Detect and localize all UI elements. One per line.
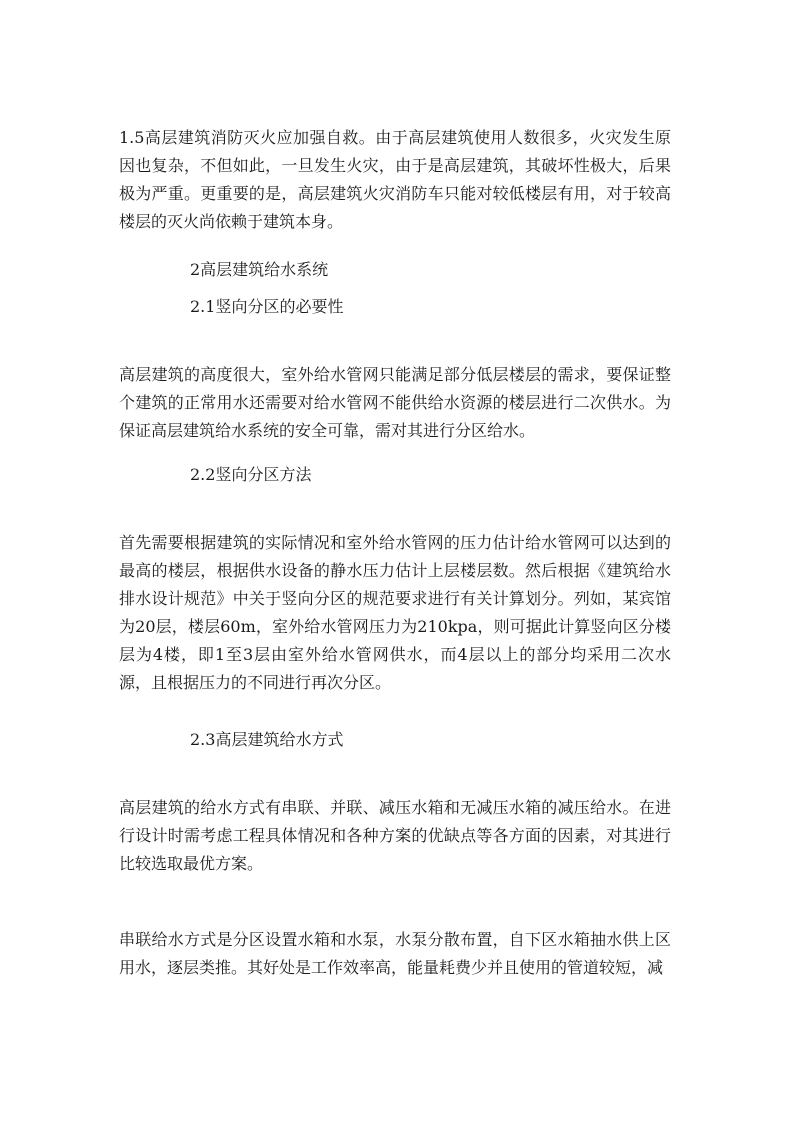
subsection-heading-zoning-method: 2.2竖向分区方法 <box>190 465 312 484</box>
paragraph-zoning-necessity: 高层建筑的高度很大，室外给水管网只能满足部分低层楼层的需求，要保证整个建筑的正常用水还需要对给水管网不能供给水资源的楼层进行二次供水。为保证高层建筑给水系统的安全可靠，需对其进行分区给水。 <box>119 365 671 440</box>
paragraph-series-supply: 串联给水方式是分区设置水箱和水泵，水泵分散布置，自下区水箱抽水供上区用水，逐层类推。其好处是工作效率高，能量耗费少并且使用的管道较短，减 <box>119 930 671 977</box>
section-heading-water-supply-system: 2高层建筑给水系统 <box>190 260 329 279</box>
paragraph-fire-self-rescue: 1.5高层建筑消防灭火应加强自救。由于高层建筑使用人数很多，火灾发生原因也复杂，不但如此，一旦发生火灾，由于是高层建筑，其破坏性极大，后果极为严重。更重要的是，高层建筑火灾消防车只能对较低楼层有用，对于较高楼层的灭火尚依赖于建筑本身。 <box>119 128 671 231</box>
paragraph-supply-methods: 高层建筑的给水方式有串联、并联、减压水箱和无减压水箱的减压给水。在进行设计时需考虑工程具体情况和各种方案的优缺点等各方面的因素，对其进行比较选取最优方案。 <box>119 798 671 873</box>
subsection-heading-zoning-necessity: 2.1竖向分区的必要性 <box>190 297 344 316</box>
paragraph-zoning-method: 首先需要根据建筑的实际情况和室外给水管网的压力估计给水管网可以达到的最高的楼层，根据供水设备的静水压力估计上层楼层数。然后根据《建筑给水排水设计规范》中关于竖向分区的规范要求进行有关计算划分。列如，某宾馆为20层，楼层60m，室外给水管网压力为210kpa，则可据此计算竖向区分楼层为4楼，即1至3层由室外给水管网供水，而4层以上的部分均采用二次水源，且根据压力的不同进行再次分区。 <box>119 533 671 692</box>
subsection-heading-supply-methods: 2.3高层建筑给水方式 <box>190 730 344 749</box>
